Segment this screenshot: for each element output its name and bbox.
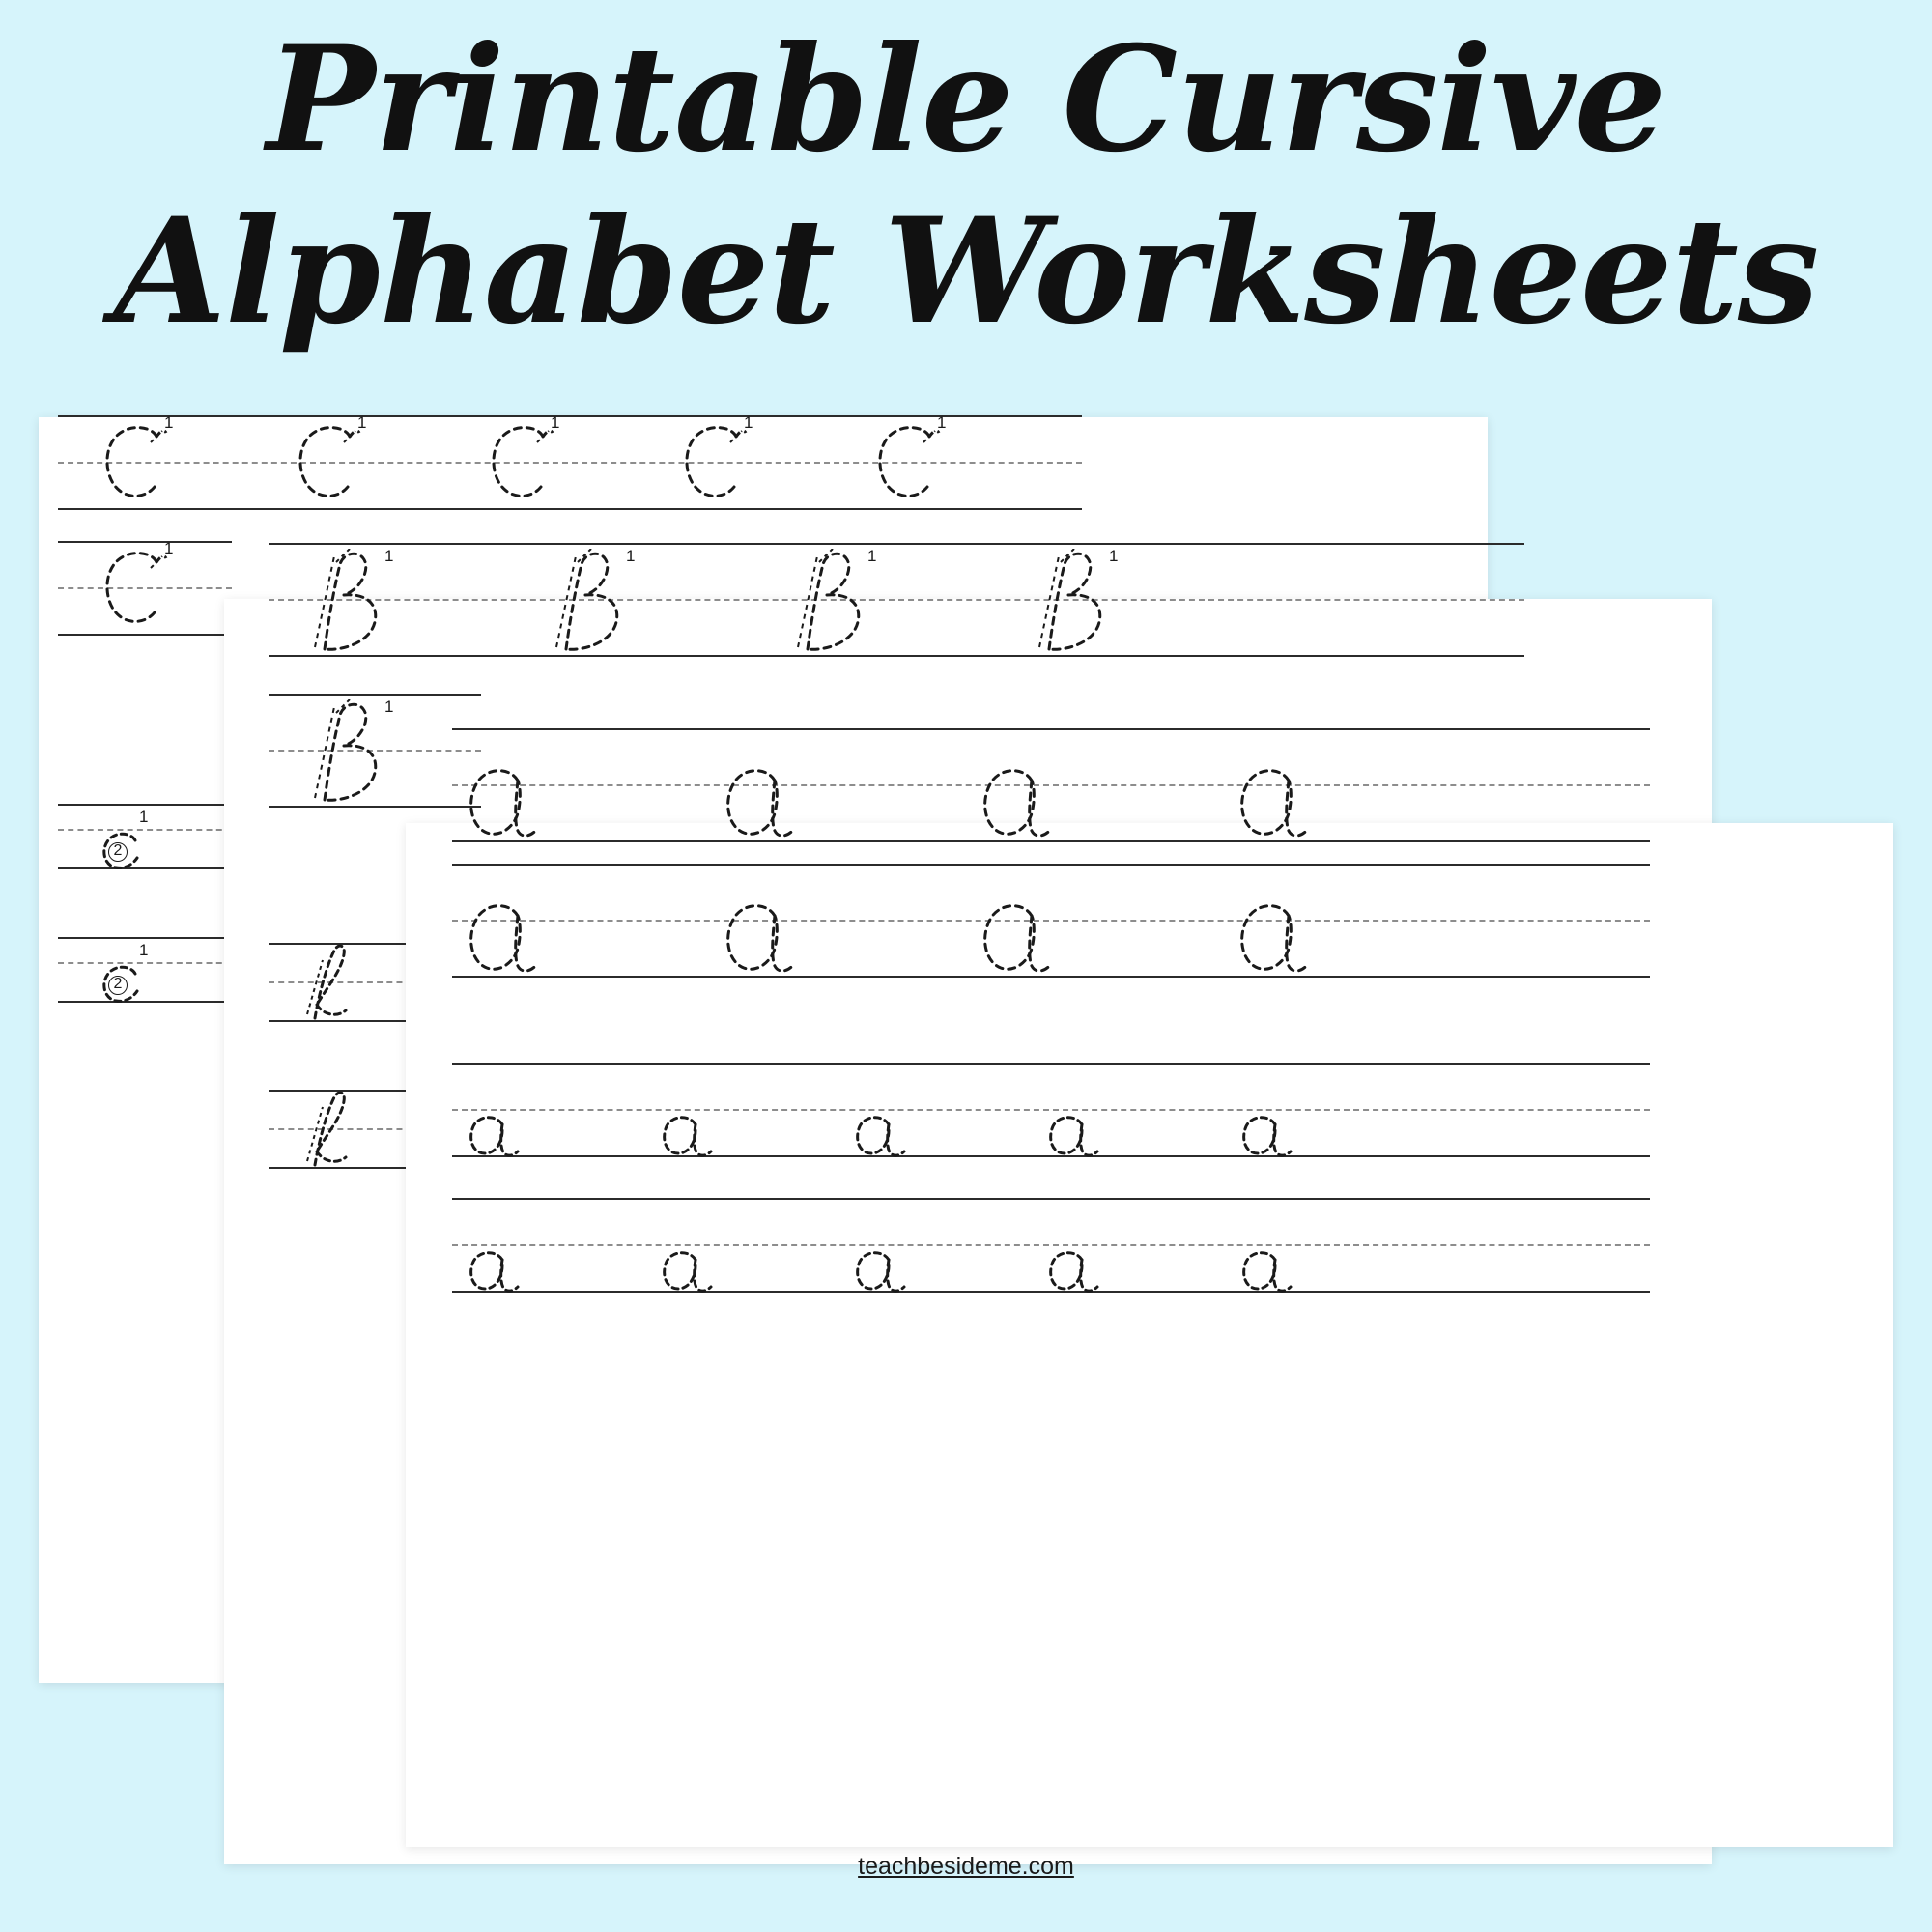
- rule-group-c-upper-1: [58, 415, 1082, 512]
- stroke-number-1: 1: [867, 547, 877, 565]
- rule-group-a-upper-2: [452, 864, 1650, 980]
- guide-line-bottom: [269, 806, 481, 808]
- trace-glyph-a: [1045, 1111, 1103, 1161]
- trace-glyph-B: [549, 549, 636, 655]
- trace-glyph-a: [1238, 1111, 1296, 1161]
- trace-glyph-a: [466, 1111, 524, 1161]
- stroke-number-1: 1: [626, 547, 636, 565]
- guide-line-top: [269, 543, 1524, 545]
- guide-line-top: [58, 541, 232, 543]
- guide-line-top: [452, 1198, 1650, 1200]
- guide-line-top: [452, 728, 1650, 730]
- page-title: [0, 10, 1932, 356]
- stroke-number-1: 1: [139, 941, 149, 959]
- trace-glyph-A: [719, 761, 806, 844]
- site-credit-link[interactable]: teachbesideme.com: [858, 1853, 1074, 1880]
- trace-glyph-B: [307, 699, 394, 806]
- trace-glyph-A: [462, 761, 549, 844]
- trace-glyph-C: [676, 419, 753, 508]
- guide-line-bottom: [58, 508, 1082, 510]
- trace-glyph-b: [303, 941, 361, 1024]
- guide-line-top: [452, 1063, 1650, 1065]
- rule-group-b-upper-1: [269, 543, 1524, 659]
- trace-glyph-a: [659, 1111, 717, 1161]
- guide-line-bottom: [58, 634, 232, 636]
- trace-glyph-C: [869, 419, 947, 508]
- trace-glyph-b: [303, 1088, 361, 1171]
- rule-group-c-upper-2: [58, 541, 232, 638]
- rule-group-c-lower-1: [58, 804, 232, 871]
- stroke-number-1: 1: [551, 413, 560, 432]
- title-line-1: Printable Cursive: [266, 14, 1666, 185]
- stroke-number-1: 1: [357, 413, 367, 432]
- trace-glyph-C: [97, 545, 174, 634]
- stroke-number-1: 1: [937, 413, 947, 432]
- trace-glyph-A: [976, 896, 1063, 980]
- trace-glyph-a: [852, 1111, 910, 1161]
- stroke-number-1: 1: [384, 547, 394, 565]
- trace-glyph-a: [1045, 1246, 1103, 1296]
- trace-glyph-a: [1238, 1246, 1296, 1296]
- rule-group-a-lower-2: [452, 1198, 1650, 1294]
- stroke-number-1: 1: [164, 413, 174, 432]
- guide-line-mid: [269, 599, 1524, 601]
- guide-line-top: [58, 804, 232, 806]
- guide-line-top: [452, 864, 1650, 866]
- stroke-number-1: 1: [744, 413, 753, 432]
- rule-group-c-lower-2: [58, 937, 232, 1005]
- trace-glyph-a: [659, 1246, 717, 1296]
- trace-glyph-a: [466, 1246, 524, 1296]
- guide-line-top: [58, 937, 232, 939]
- stroke-number-1: 1: [164, 539, 174, 557]
- trace-glyph-a: [852, 1246, 910, 1296]
- trace-glyph-A: [719, 896, 806, 980]
- stroke-number-1: 1: [139, 808, 149, 826]
- trace-glyph-A: [462, 896, 549, 980]
- trace-glyph-B: [307, 549, 394, 655]
- footer: [0, 1853, 1932, 1881]
- trace-glyph-C: [290, 419, 367, 508]
- guide-line-top: [269, 694, 481, 696]
- stroke-number-2: 2: [108, 976, 128, 995]
- rule-group-a-upper-1: [452, 728, 1650, 844]
- guide-line-top: [58, 415, 1082, 417]
- trace-glyph-B: [1032, 549, 1119, 655]
- guide-line-bottom: [269, 655, 1524, 657]
- worksheet-sheet-a: [406, 823, 1893, 1847]
- trace-glyph-C: [97, 419, 174, 508]
- trace-glyph-C: [483, 419, 560, 508]
- stroke-number-1: 1: [384, 697, 394, 716]
- trace-glyph-A: [1233, 896, 1320, 980]
- stroke-number-1: 1: [1109, 547, 1119, 565]
- trace-glyph-A: [976, 761, 1063, 844]
- rule-group-b-upper-2: [269, 694, 481, 810]
- title-line-2: Alphabet Worksheets: [113, 186, 1819, 356]
- rule-group-a-lower-1: [452, 1063, 1650, 1159]
- trace-glyph-A: [1233, 761, 1320, 844]
- stroke-number-2: 2: [108, 842, 128, 862]
- trace-glyph-B: [790, 549, 877, 655]
